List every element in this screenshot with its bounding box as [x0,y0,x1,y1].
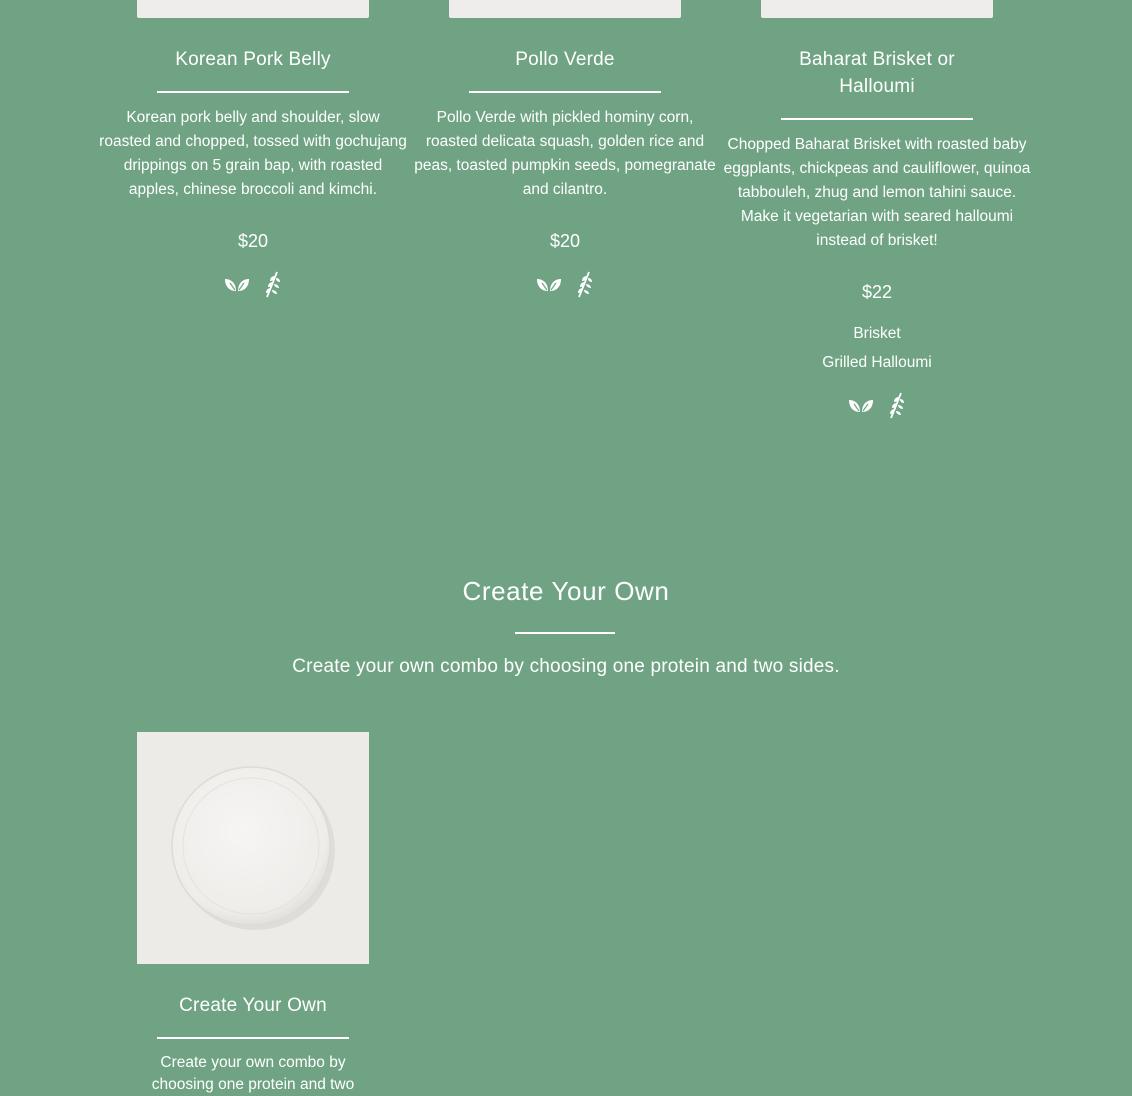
menu-item-card[interactable] [97,46,409,298]
menu-item-title-line: Baharat Brisket or [799,49,955,70]
menu-item-card[interactable] [721,46,1033,419]
menu-item-price: $20 [237,231,269,251]
leaf-icon [848,395,874,415]
section-divider [515,632,615,634]
menu-item-title [721,46,1033,100]
leaf-icon [224,274,250,294]
menu-item-price: $22 [861,282,893,302]
menu-item-card[interactable] [97,992,409,1096]
option-grilled-halloumi[interactable]: Grilled Halloumi [822,354,932,371]
menu-item-title: Korean Pork Belly [175,49,331,70]
section-subtitle: Create your own combo by choosing one protein and two sides. [292,656,840,677]
menu-item-title: Pollo Verde [515,49,615,70]
menu-item-description: Pollo Verde with pickled hominy corn, roasted delicata squash, golden rice and peas, toasted pumpkin seeds, pomegranate and cilantro. [414,109,716,198]
menu-item-image[interactable] [761,0,993,18]
wheat-icon [574,270,594,298]
title-divider [469,91,661,93]
menu-item-image[interactable] [449,0,681,18]
create-your-own-image[interactable] [137,732,369,964]
menu-item-options [721,319,1033,377]
title-divider [157,1037,349,1039]
section-title: Create Your Own [462,576,670,606]
option-brisket[interactable]: Brisket [853,325,901,342]
menu-item-image[interactable] [137,0,369,18]
description-line: choosing one protein and two [151,1076,355,1093]
wheat-icon [262,270,282,298]
menu-item-description: Chopped Baharat Brisket with roasted baby eggplants, chickpeas and cauliflower, quinoa tabbouleh, zhug and lemon tahini sauce. Make it vegetarian with seared halloumi instead of brisket! [723,136,1031,249]
title-divider [157,91,349,93]
menu-item-description [97,1052,409,1096]
title-divider [781,118,973,120]
dietary-icons [721,391,1033,419]
menu-item-description: Korean pork belly and shoulder, slow roasted and chopped, tossed with gochujang drippings on 5 grain bap, with roasted apples, chinese broccoli and kimchi. [99,109,407,198]
dietary-icons [409,270,721,298]
description-line: Create your own combo by [160,1054,346,1071]
menu-item-card[interactable] [409,46,721,298]
menu-item-title: Create Your Own [179,995,327,1016]
wheat-icon [886,391,906,419]
menu-item-title-line: Halloumi [839,76,915,97]
plate-illustration [137,732,369,964]
menu-item-price: $20 [549,231,581,251]
dietary-icons [97,270,409,298]
leaf-icon [536,274,562,294]
